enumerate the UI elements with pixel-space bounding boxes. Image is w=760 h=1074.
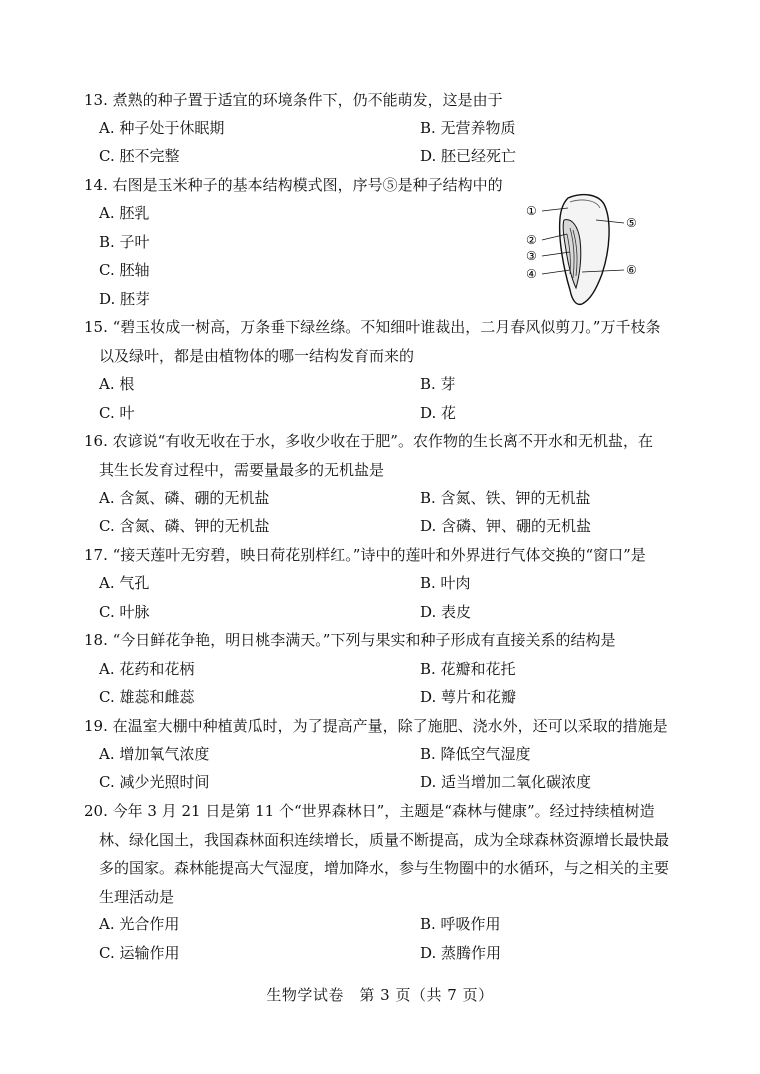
- option-a: A. 根: [99, 375, 135, 393]
- stem-line: 19. 在温室大棚中种植黄瓜时，为了提高产量，除了施肥、浇水外，还可以采取的措施是: [84, 717, 668, 735]
- stem-line: 多的国家。森林能提高大气湿度，增加降水，参与生物圈中的水循环，与之相关的主要: [99, 859, 670, 877]
- page-footer: 生物学试卷 第 3 页（共 7 页）: [266, 986, 494, 1004]
- option-a: A. 气孔: [99, 574, 150, 592]
- option-b: B. 芽: [420, 375, 456, 393]
- option-a: A. 胚乳: [99, 204, 150, 222]
- question-20-stem: [84, 797, 669, 911]
- option-c: C. 运输作用: [99, 944, 180, 962]
- option-b: B. 降低空气湿度: [420, 745, 531, 763]
- label-5: ⑤: [626, 216, 637, 230]
- question-15-stem: [84, 313, 660, 370]
- question-16-stem: [84, 427, 653, 484]
- stem-line: 15. “碧玉妆成一树高，万条垂下绿丝绦。不知细叶谁裁出，二月春风似剪刀。”万千枝条: [84, 318, 661, 336]
- label-3: ③: [526, 249, 537, 263]
- option-c: C. 雄蕊和雌蕊: [99, 688, 195, 706]
- option-c: C. 胚轴: [99, 261, 150, 279]
- option-b: B. 叶肉: [420, 574, 471, 592]
- label-2: ②: [526, 233, 537, 247]
- label-4: ④: [526, 267, 537, 281]
- option-a: A. 花药和花柄: [99, 660, 195, 678]
- stem-line: 以及绿叶，都是由植物体的哪一结构发育而来的: [99, 346, 415, 365]
- stem-line: 其生长发育过程中，需要量最多的无机盐是: [99, 460, 385, 479]
- question-18-stem: [84, 626, 615, 655]
- stem-line: 18. “今日鲜花争艳，明日桃李满天。”下列与果实和种子形成有直接关系的结构是: [84, 631, 616, 649]
- stem-line: 林、绿化国土，我国森林面积连续增长，质量不断提高，成为全球森林资源增长最快最: [99, 830, 670, 849]
- option-d: D. 胚芽: [99, 290, 151, 308]
- stem-line: 生理活动是: [99, 887, 175, 906]
- option-b: B. 呼吸作用: [420, 915, 501, 933]
- option-a: A. 增加氧气浓度: [99, 745, 210, 763]
- option-d: D. 萼片和花瓣: [420, 688, 517, 706]
- option-b: B. 无营养物质: [420, 119, 516, 137]
- option-d: D. 花: [420, 404, 457, 422]
- option-a: A. 种子处于休眠期: [99, 119, 225, 137]
- option-c: C. 叶脉: [99, 603, 150, 621]
- stem-line: 13. 煮熟的种子置于适宜的环境条件下，仍不能萌发，这是由于: [84, 91, 503, 109]
- label-6: ⑥: [626, 263, 637, 277]
- stem-line: 16. 农谚说“有收无收在于水，多收少收在于肥”。农作物的生长离不开水和无机盐，在: [84, 432, 653, 450]
- question-13-stem: [84, 86, 503, 115]
- option-c: C. 减少光照时间: [99, 773, 210, 791]
- question-19-stem: [84, 712, 668, 741]
- option-d: D. 蒸腾作用: [420, 944, 502, 962]
- option-c: C. 叶: [99, 404, 135, 422]
- option-b: B. 花瓣和花托: [420, 660, 516, 678]
- question-17-stem: [84, 541, 646, 570]
- label-1: ①: [526, 204, 537, 218]
- corn-seed-svg: [520, 190, 650, 310]
- stem-line: 14. 右图是玉米种子的基本结构模式图，序号⑤是种子结构中的: [84, 176, 503, 194]
- option-b: B. 含氮、铁、钾的无机盐: [420, 489, 591, 507]
- option-b: B. 子叶: [99, 233, 150, 251]
- stem-line: 17. “接天莲叶无穷碧，映日荷花别样红。”诗中的莲叶和外界进行气体交换的“窗口”是: [84, 546, 646, 564]
- option-c: C. 胚不完整: [99, 147, 180, 165]
- option-c: C. 含氮、磷、钾的无机盐: [99, 517, 270, 535]
- option-a: A. 含氮、磷、硼的无机盐: [99, 489, 270, 507]
- option-d: D. 胚已经死亡: [420, 147, 517, 165]
- option-d: D. 表皮: [420, 603, 472, 621]
- question-14-stem: [84, 171, 503, 200]
- option-d: D. 适当增加二氧化碳浓度: [420, 773, 592, 791]
- option-a: A. 光合作用: [99, 915, 180, 933]
- option-d: D. 含磷、钾、硼的无机盐: [420, 517, 592, 535]
- stem-line: 20. 今年 3 月 21 日是第 11 个“世界森林日”，主题是“森林与健康”。经过持续植树造: [84, 802, 655, 820]
- corn-seed-diagram: [520, 190, 650, 310]
